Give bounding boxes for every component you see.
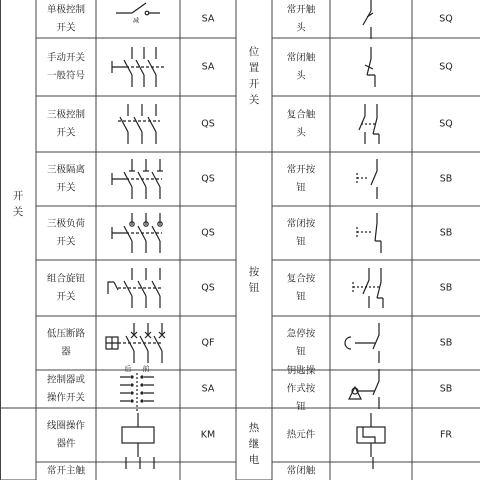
left-row-name: 开关 [56, 127, 76, 139]
right-row-code: SQ [439, 118, 453, 130]
left-row-code: QF [201, 337, 215, 349]
right-row-name: 复合按 [286, 273, 316, 285]
right-row-code: SB [439, 227, 453, 239]
left-row-name: 控制器或 [46, 374, 86, 386]
left-row-name: 常开主触 [46, 465, 86, 477]
right-row-name: 急停按 [286, 328, 316, 340]
left-row-name: 开关 [56, 22, 76, 34]
left-row-code: QS [201, 227, 215, 239]
left-row-name: 开关 [56, 236, 76, 248]
left-category-char: 开 [12, 190, 24, 202]
left-row-name: 器 [61, 346, 71, 358]
mid-category-char: 关 [248, 94, 260, 106]
manual-switch-icon [112, 47, 164, 87]
left-row-name: 开关 [56, 182, 76, 194]
left-category-char: 关 [12, 206, 24, 218]
left-row-name: 组合旋钮 [46, 273, 86, 285]
right-row-name: 常闭触 [286, 465, 316, 477]
controller-label-right: 前 [142, 365, 150, 373]
compound-contact-icon [359, 104, 379, 144]
main-contact-icon [126, 457, 154, 469]
circuit-breaker-icon [106, 323, 165, 363]
right-row-name: 热元件 [286, 429, 316, 441]
right-row-name: 钮 [296, 236, 306, 248]
mid-category-char: 热 [248, 422, 260, 434]
right-row-name: 常开触 [286, 4, 316, 16]
thermal-element-icon [357, 413, 385, 457]
right-row-name: 常开按 [286, 164, 316, 176]
left-row-name: 操作开关 [46, 392, 86, 404]
single-pole-switch-icon [116, 3, 160, 25]
right-row-code: SB [439, 383, 453, 395]
left-row-name: 三极隔离 [46, 164, 86, 176]
left-row-code: SA [201, 383, 215, 395]
mid-category-char: 按 [248, 266, 260, 278]
right-row-name: 钥匙操 [286, 365, 316, 377]
compound-button-icon [353, 268, 383, 308]
three-pole-switch-icon [118, 104, 160, 144]
nc-button-icon [357, 213, 381, 253]
right-row-code: SB [439, 337, 453, 349]
no-contact-icon [363, 0, 373, 39]
mid-category-char: 钮 [248, 282, 260, 294]
no-button-icon [357, 159, 377, 199]
left-row-name: 线圈操作 [46, 420, 86, 432]
mid-category-char: 置 [248, 62, 260, 74]
mid-category-char: 电 [248, 454, 260, 466]
right-row-name: 头 [296, 22, 306, 34]
left-row-code: SA [201, 13, 215, 25]
three-pole-load-switch-icon [112, 213, 162, 253]
controller-label-left: 后 [124, 365, 132, 373]
right-row-code: SQ [439, 61, 453, 73]
left-row-code: KM [200, 429, 216, 441]
right-row-name: 作式按 [286, 383, 316, 395]
left-row-name: 单极控制 [46, 4, 86, 16]
mid-category-char: 开 [248, 78, 260, 90]
mid-category-char: 继 [248, 438, 260, 450]
left-row-name: 三极控制 [46, 109, 86, 121]
right-row-code: FR [439, 429, 453, 441]
mid-category-char: 位 [248, 46, 260, 58]
left-row-code: SA [201, 61, 215, 73]
right-row-code: SB [439, 173, 453, 185]
controller-switch-icon [120, 364, 154, 411]
right-row-name: 复合触 [286, 109, 316, 121]
left-row-name: 手动开关 [46, 52, 86, 64]
right-row-name: 常闭触 [286, 52, 316, 64]
emergency-stop-icon [345, 323, 379, 363]
rotary-switch-icon [108, 268, 162, 308]
right-row-code: SQ [439, 13, 453, 25]
single-pole-mark: 减 [132, 17, 140, 25]
left-row-name: 开关 [56, 291, 76, 303]
left-row-name: 器件 [56, 438, 76, 450]
right-row-code: SB [439, 282, 453, 294]
key-button-icon [349, 369, 379, 409]
left-row-name: 一般符号 [46, 70, 86, 82]
right-row-name: 常闭按 [286, 218, 316, 230]
left-row-name: 低压断路 [46, 328, 86, 340]
nc-contact-icon [365, 47, 375, 87]
three-pole-isolator-icon [112, 159, 163, 199]
right-row-name: 钮 [296, 291, 306, 303]
right-row-name: 钮 [296, 346, 306, 358]
right-row-name: 钮 [296, 182, 306, 194]
coil-icon [122, 413, 154, 457]
left-row-name: 三极负荷 [46, 218, 86, 230]
right-row-name: 钮 [296, 401, 306, 413]
left-row-code: QS [201, 118, 215, 130]
left-row-code: QS [201, 173, 215, 185]
left-row-code: QS [201, 282, 215, 294]
right-row-name: 头 [296, 70, 306, 82]
right-row-name: 头 [296, 127, 306, 139]
